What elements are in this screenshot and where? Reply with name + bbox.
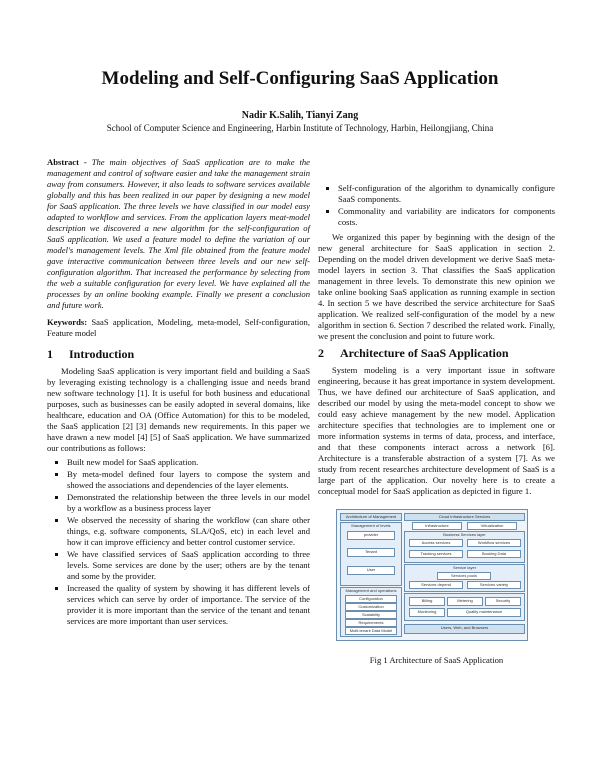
abstract: [47, 157, 310, 311]
list-item: ▪ Built new model for SaaS application.: [67, 457, 310, 468]
fig-billing: Billing: [409, 597, 445, 606]
keywords: [47, 317, 310, 339]
architecture-paragraph: System modeling is a very important issue in software engineering, because it has great importance in system development. Thus, we have defined our architecture of SaaS application, and described our model by using the meta-model concept to show we could easy achieve management by the new model. Application architecture specifies that technologies are to implement one or more information systems in terms of data, process, and interface, and that these components interact across a network [6]. Architecture is a transferable abstraction of a system [7]. As we study from recent researches architecture development of SaaS is a large part of the application. Our novelty here is to create a conceptual model for SaaS application as depicted in figure 1.: [318, 365, 555, 496]
fig-metering: Metering: [447, 597, 483, 606]
fig-tenant: Tenant: [347, 548, 395, 557]
fig-ops-data-model: Multi-tenant Data Model: [345, 627, 397, 635]
fig-operations: Management and operations: [340, 587, 402, 637]
keywords-label: Keywords:: [47, 317, 88, 327]
contributions-list: [47, 457, 310, 627]
fig-monitoring: Monitoring: [409, 608, 445, 617]
fig-security: Security: [485, 597, 521, 606]
fig-biz-booking: Booking Data: [467, 550, 521, 558]
fig-virtualization: Virtualization: [467, 522, 517, 530]
section-heading-introduction: 1 Introduction: [47, 347, 135, 361]
fig-management-levels: Management of levels: [340, 522, 402, 586]
fig-bottom-users: Users, Web, and Browsers: [404, 624, 525, 634]
fig-left-header: Architecture of Management: [340, 513, 402, 521]
authors: Nadir K.Salih, Tianyi Zang: [241, 110, 359, 121]
list-item: ▪ Demonstrated the relationship between the three levels in our model by a workflow as a business process layer: [67, 492, 310, 514]
fig-biz-workflow: Workflow services: [467, 539, 521, 547]
intro-paragraph: Modeling SaaS application is very important field and building a SaaS by leveraging existing technology is a challenging issue and needs brand new software technology [1]. It is useful for both business and educational purposes, such as businesses can be easily adopted in several domains, like healthcare, education and OA (Office Automation) for this to be modeled, the SaaS application [2] [3] demands new requirements. In this paper we have drawn a new model [4] [5] of SaaS application. We have summarized our contributions as follows:: [47, 366, 310, 453]
paper-title: Modeling and Self-Configuring SaaS Application: [101, 68, 499, 89]
fig-ops-scalability: Scalability: [345, 611, 397, 619]
organization-paragraph: We organized this paper by beginning with the design of the new general architecture for SaaS application in section 2. Depending on the model driven development we derive SaaS meta-model layers in section 3. That classifies the SaaS application management in three levels. To demonstrate this new opinion we take online booking SaaS application as running example in section 4. In section 5 we have described the service architecture for SaaS application. We realized self-configuration of the model by a new algorithm in section 6. Section 7 described the related work. Finally, we present the conclusion and point to future work.: [318, 232, 555, 341]
fig-user: User: [347, 566, 395, 575]
left-column: [47, 157, 310, 631]
fig-svc-pools: Services pools: [437, 572, 491, 580]
fig-quality-maintenance: Quality maintenance: [447, 608, 521, 617]
list-item: ▪ Self-configuration of the algorithm to dynamically configure SaaS components.: [338, 183, 555, 205]
fig-ops-customization: Customization: [345, 603, 397, 611]
list-item: ▪ Increased the quality of system by showing it has different levels of services which can serve by order of importance. The service of the provider it is more important than the service of the tenant and tenant services are more important than user services.: [67, 583, 310, 627]
figure-caption: Fig 1 Architecture of SaaS Application: [369, 655, 504, 665]
list-item: ▪ By meta-model defined four layers to compose the system and showed the associations and dependencies of the layer elements.: [67, 469, 310, 491]
right-column: [318, 155, 555, 666]
fig-provider: provider: [347, 531, 395, 540]
fig-business-layer: Business Services layer: [404, 531, 525, 563]
fig-svc-variety: Services variety: [467, 581, 521, 589]
list-item: ▪ We observed the necessity of sharing the workflow (can share other things, e.g. software components, SLA/QoS, etc) in each level and how it can improve efficiency and better control customer service.: [67, 515, 310, 548]
fig-ops-requirements: Requirements: [345, 619, 397, 627]
abstract-text: The main objectives of SaaS application are to make the management and control of software easier and take the management strain away from consumers. However, it also leads to software services available globally and this has been realized in our paper by designing a new model for SaaS application. The three levels we have classified in our model easy adapted to workflow and services. From the application layers meat-model description we discovered a new algorithm for the self-configuration of SaaS application. We used a feature model to define the variation of our model's management levels. The Xml file obtained from the feature model gave interactive communication between three levels and our new self-configuration algorithm. That increased the performance by selecting from the web a suitable configuration for every level. We have explained all the processes by an online booking example. Finally we present a conclusion and future work.: [47, 157, 310, 310]
architecture-figure: [336, 509, 528, 641]
fig-right-header: Cloud Infrastructure Services: [404, 513, 525, 521]
fig-svc-depend: Services depend: [409, 581, 463, 589]
fig-biz-tracking: Tracking services: [409, 550, 463, 558]
fig-biz-access: Access services: [409, 539, 463, 547]
contributions-list-continued: [318, 183, 555, 228]
list-item: ▪ Commonality and variability are indicators for components costs.: [338, 206, 555, 228]
section-heading-architecture: 2 Architecture of SaaS Application: [318, 346, 509, 360]
affiliation: School of Computer Science and Engineering, Harbin Institute of Technology, Harbin, Heilongjiang, China: [106, 123, 494, 133]
abstract-label: Abstract -: [47, 157, 87, 167]
list-item: ▪ We have classified services of SaaS application according to three levels. Some services are done by the user; others are by the tenant and some by the provider.: [67, 549, 310, 582]
keywords-text: SaaS application, Modeling, meta-model, Self-configuration, Feature model: [47, 317, 310, 338]
fig-ops-configuration: Configuration: [345, 595, 397, 603]
fig-infrastructure: Infrastructure: [412, 522, 462, 530]
fig-service-layer: Service layer: [404, 564, 525, 592]
